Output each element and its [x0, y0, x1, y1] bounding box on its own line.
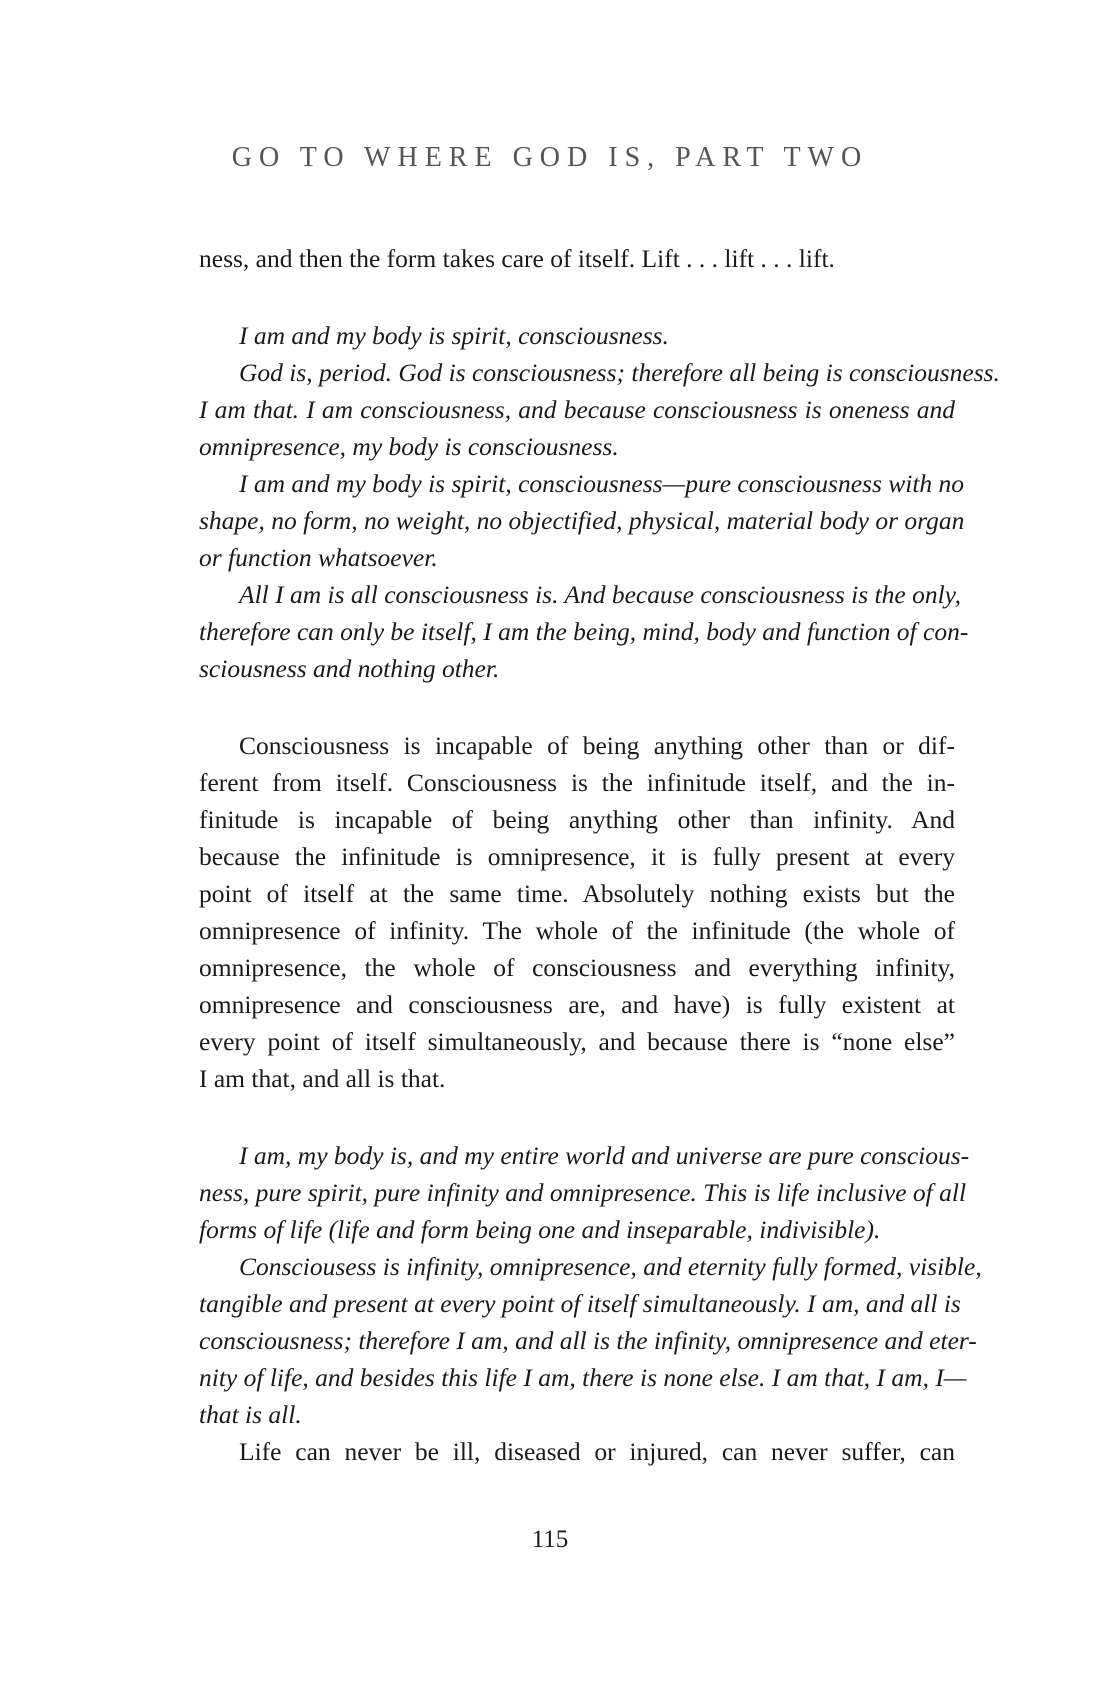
- text-line: Life can never be ill, diseased or injured, can never suffer, can: [239, 1437, 955, 1466]
- text-line: because the infinitude is omnipresence, it is fully present at every: [199, 842, 955, 871]
- text-line: ness, pure spirit, pure infinity and omnipresence. This is life inclusive of all: [199, 1178, 967, 1207]
- text-line: omnipresence of infinity. The whole of the infinitude (the whole of: [199, 916, 955, 945]
- text-line: every point of itself simultaneously, and because there is “none else”: [199, 1027, 955, 1056]
- text-line: I am that. I am consciousness, and because consciousness is oneness and: [199, 395, 955, 424]
- text-line: that is all.: [199, 1400, 302, 1429]
- text-line: God is, period. God is consciousness; therefore all being is consciousness.: [239, 358, 1000, 387]
- text-line: I am and my body is spirit, consciousness.: [239, 321, 669, 350]
- text-line: therefore can only be itself, I am the being, mind, body and function of con-: [199, 617, 969, 646]
- paragraph: [199, 727, 955, 1097]
- text-line: ferent from itself. Consciousness is the infinitude itself, and the in-: [199, 768, 955, 797]
- text-line: nity of life, and besides this life I am, there is none else. I am that, I am, I—: [199, 1363, 967, 1392]
- running-head: GO TO WHERE GOD IS, PART TWO: [231, 142, 869, 173]
- text-line: I am that, and all is that.: [199, 1064, 446, 1093]
- italic-passage: [199, 317, 1000, 687]
- text-line: tangible and present at every point of itself simultaneously. I am, and all is: [199, 1289, 961, 1318]
- text-line: consciousness; therefore I am, and all is the infinity, omnipresence and eter-: [199, 1326, 977, 1355]
- text-line: forms of life (life and form being one and inseparable, indivisible).: [199, 1215, 881, 1244]
- text-line: omnipresence, the whole of consciousness and everything infinity,: [199, 953, 955, 982]
- text-line: point of itself at the same time. Absolutely nothing exists but the: [199, 879, 955, 908]
- paragraph-continuation: [199, 240, 955, 277]
- body-text: [199, 240, 1000, 1470]
- italic-passage: [199, 1137, 982, 1433]
- text-line: sciousness and nothing other.: [199, 654, 500, 683]
- text-line: I am and my body is spirit, consciousness—pure consciousness with no: [239, 469, 965, 498]
- text-line: or function whatsoever.: [199, 543, 438, 572]
- text-line: ness, and then the form takes care of itself. Lift . . . lift . . . lift.: [199, 244, 835, 273]
- text-line: omnipresence and consciousness are, and have) is fully existent at: [199, 990, 955, 1019]
- page-number: 115: [531, 1526, 569, 1553]
- text-line: Consciousness is incapable of being anything other than or dif-: [239, 731, 955, 760]
- text-line: All I am is all consciousness is. And because consciousness is the only,: [239, 580, 961, 609]
- text-line: shape, no form, no weight, no objectified, physical, material body or organ: [199, 506, 965, 535]
- text-line: I am, my body is, and my entire world and universe are pure conscious-: [239, 1141, 970, 1170]
- text-line: finitude is incapable of being anything other than infinity. And: [199, 805, 955, 834]
- text-line: omnipresence, my body is consciousness.: [199, 432, 619, 461]
- paragraph: [199, 1433, 955, 1470]
- text-line: Consciousess is infinity, omnipresence, and eternity fully formed, visible,: [239, 1252, 982, 1281]
